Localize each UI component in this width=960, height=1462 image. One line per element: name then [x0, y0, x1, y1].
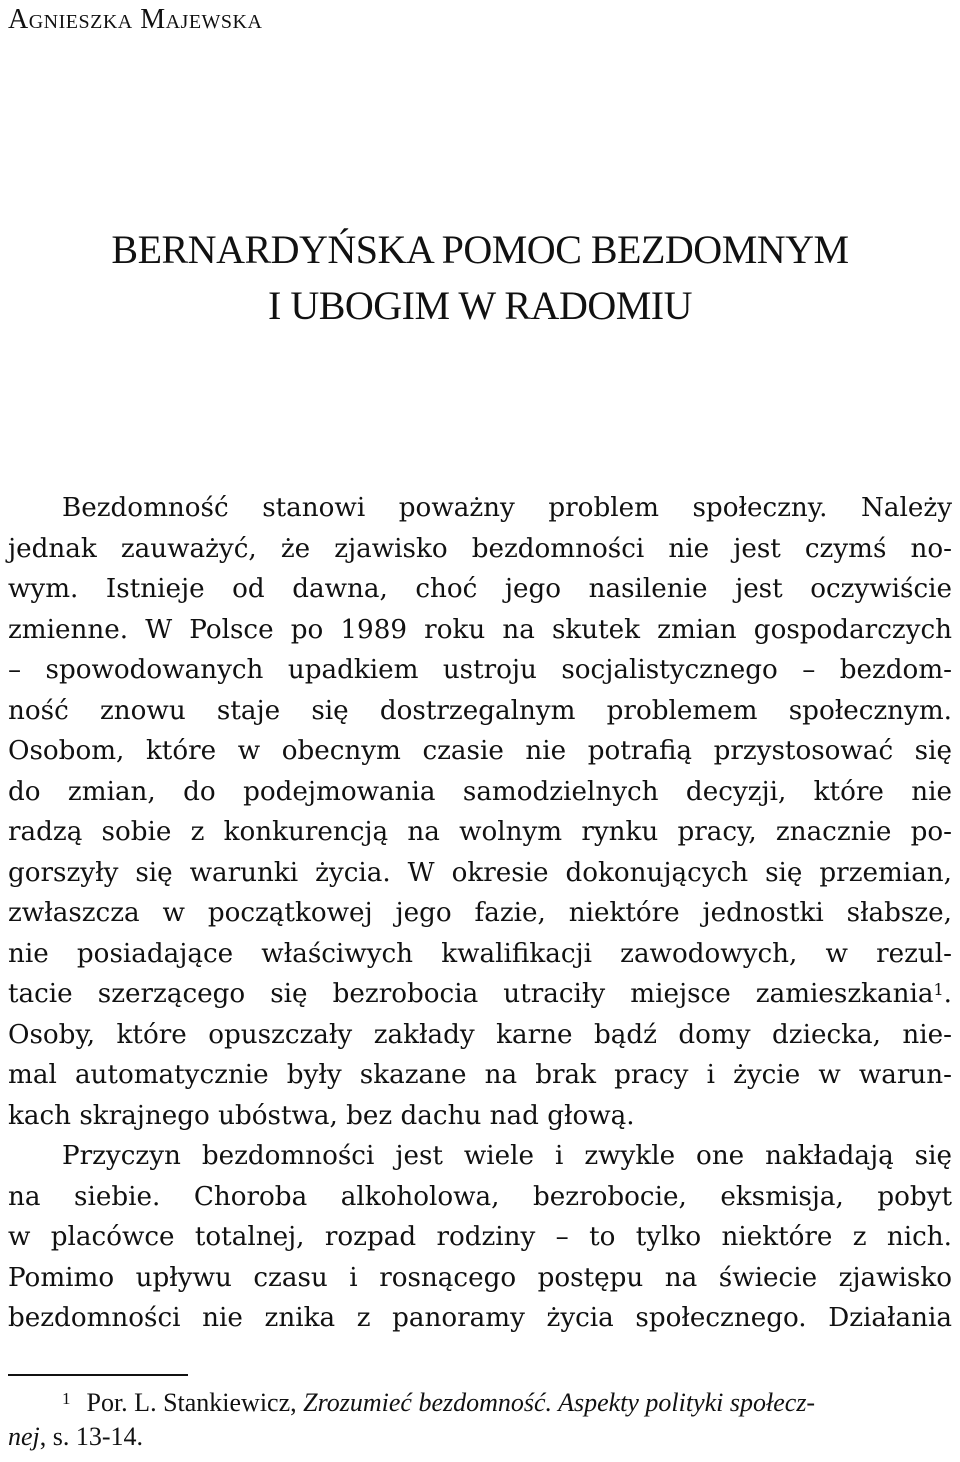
body-line: Przyczyn bezdomności jest wiele i zwykle one nakładają się [62, 1141, 952, 1171]
body-line: radzą sobie z konkurencją na wolnym rynku pracy, znacznie po- [8, 817, 952, 847]
footnote-line-2 [8, 1420, 952, 1454]
footnote-book-title-cont: nej [8, 1422, 40, 1451]
footnote-separator-rule [8, 1374, 188, 1376]
running-head-author: Agnieszka Majewska [8, 4, 263, 35]
body-line-text: tacie szerzącego się bezrobocia utraciły miejsce zamieszkania [8, 979, 934, 1009]
footnote-pages: , s. 13-14. [39, 1422, 144, 1451]
footnote-book-title: Zrozumieć bezdomność. Aspekty polityki społecz- [303, 1388, 816, 1417]
body-line: kach skrajnego ubóstwa, bez dachu nad głową. [8, 1100, 635, 1131]
body-line: zwłaszcza w początkowej jego fazie, niektóre jednostki słabsze, [8, 898, 952, 928]
body-line: mal automatycznie były skazane na brak pracy i życie w warun- [8, 1060, 952, 1090]
body-line: do zmian, do podejmowania samodzielnych decyzji, które nie [8, 776, 952, 807]
body-line: – spowodowanych upadkiem ustroju socjalistycznego – bezdom- [8, 655, 952, 685]
body-line: gorszyły się warunki życia. W okresie dokonujących się przemian, [8, 857, 952, 888]
body-line: bezdomności nie znika z panoramy życia społecznego. Działania [8, 1303, 952, 1333]
footnote [8, 1386, 952, 1454]
body-line: Bezdomność stanowi poważny problem społeczny. Należy [62, 493, 952, 523]
body-line: Osobom, które w obecnym czasie nie potrafią przystosować się [8, 736, 952, 766]
body-line: Osoby, które opuszczały zakłady karne bądź domy dziecka, nie- [8, 1019, 952, 1050]
footnote-reference: 1 [933, 980, 944, 999]
body-line: Pomimo upływu czasu i rosnącego postępu na świecie zjawisko [8, 1262, 952, 1293]
body-line: jednak zauważyć, że zjawisko bezdomności nie jest czymś no- [8, 533, 952, 564]
body-line: wym. Istnieje od dawna, choć jego nasilenie jest oczywiście [8, 574, 952, 604]
body-line: w placówce totalnej, rozpad rodziny – to tylko niektóre z nich. [8, 1222, 952, 1252]
footnote-text: Por. L. Stankiewicz, [86, 1388, 304, 1417]
footnote-line-1 [8, 1386, 952, 1420]
article-title-line-2: I UBOGIM W RADOMIU [268, 283, 692, 328]
body-line: nie posiadające właściwych kwalifikacji zawodowych, w rezul- [8, 938, 952, 969]
footnote-number: 1 [62, 1389, 71, 1408]
sentence-period: . [943, 979, 952, 1009]
body-line: ność znowu staje się dostrzegalnym problemem społecznym. [8, 695, 952, 726]
article-body [8, 488, 952, 1339]
body-line-with-footnote-ref [8, 974, 952, 1015]
body-line: na siebie. Choroba alkoholowa, bezrobocie, eksmisja, pobyt [8, 1181, 952, 1212]
body-line: zmienne. W Polsce po 1989 roku na skutek zmian gospodarczych [8, 614, 952, 645]
article-title-line-1: BERNARDYŃSKA POMOC BEZDOMNYM [111, 227, 849, 272]
